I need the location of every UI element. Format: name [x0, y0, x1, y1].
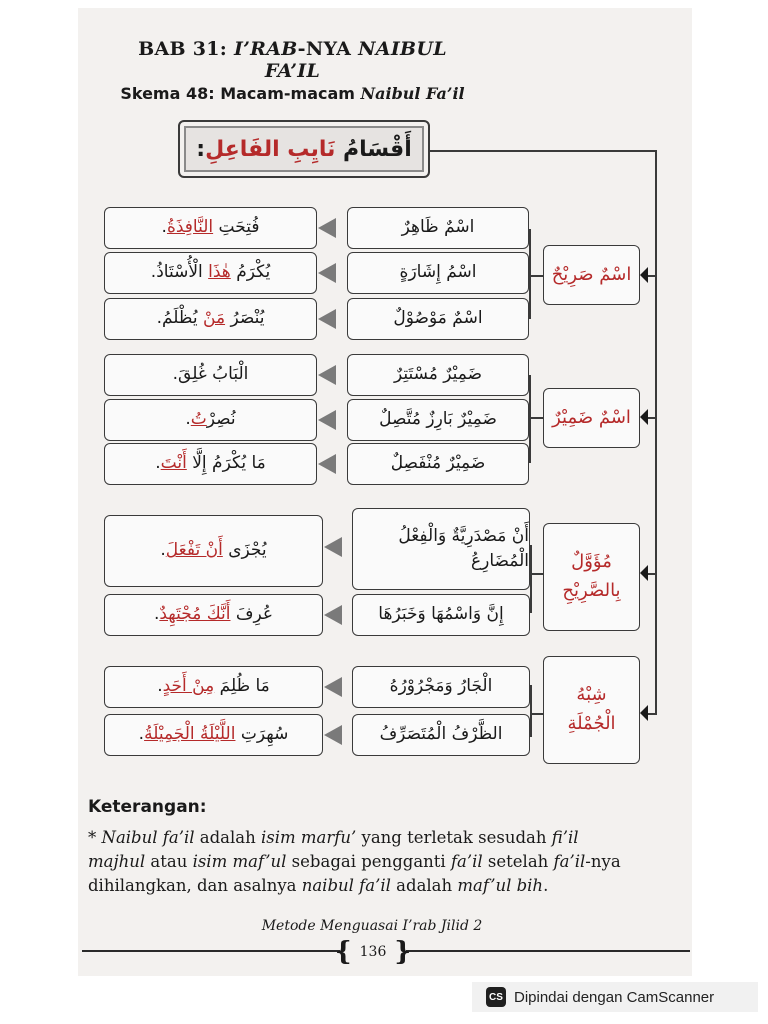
page-number-value: 136 — [359, 944, 387, 960]
example-text — [162, 214, 260, 241]
type-box — [347, 399, 529, 441]
category-label: اسْمٌ صَرِيْحٌ — [551, 263, 632, 285]
example-highlight: أَنَّكَ مُجْتَهِدٌ — [159, 604, 231, 625]
example-text — [154, 601, 273, 628]
notes-term: maf’ul bih — [457, 876, 544, 895]
notes-text: dihilangkan, dan asalnya — [88, 876, 302, 895]
footer-rule-left — [82, 950, 340, 952]
branch-arrow-icon — [640, 409, 648, 425]
scheme-title — [110, 84, 475, 103]
notes-term: fi’il — [551, 828, 579, 847]
example-highlight: هٰذَا — [208, 262, 231, 283]
notes-term: fa’il — [450, 852, 483, 871]
example-tail: . — [138, 724, 145, 745]
notes-text: yang terletak sesudah — [356, 828, 552, 847]
notes-term: majhul — [88, 852, 146, 871]
chapter-title-irab: I’RAB — [234, 38, 298, 60]
example-box — [104, 515, 323, 587]
example-text — [155, 450, 266, 477]
branch-arrow-icon — [640, 565, 648, 581]
example-plain: عُرِفَ — [235, 604, 274, 625]
category-label: اسْمٌ ضَمِيْرٌ — [552, 406, 631, 428]
chapter-title-middle: -NYA — [297, 38, 359, 60]
scheme-title-prefix: Skema 48: Macam-macam — [120, 84, 361, 103]
example-highlight: اللَّيْلَةُ الْجَمِيْلَةُ — [144, 724, 236, 745]
example-plain: نُصِرْ — [206, 409, 236, 430]
example-highlight: أَنْ تَفْعَلَ — [165, 540, 223, 561]
group-bracket — [529, 275, 543, 277]
bracket-left-icon: { — [334, 937, 352, 967]
watermark-text: Dipindai dengan CamScanner — [514, 988, 715, 1006]
example-box — [104, 443, 317, 485]
notes-text: sebagai pengganti — [286, 852, 451, 871]
arrow-left-icon — [324, 537, 342, 557]
type-box — [347, 252, 529, 294]
example-plain: الْبَابُ غُلِقَ. — [172, 364, 249, 385]
example-tail: . — [155, 453, 161, 474]
type-box — [352, 594, 530, 636]
example-plain: مَا ظُلِمَ — [219, 676, 270, 697]
chapter-title-naibul: NAIBUL FA’IL — [264, 38, 447, 82]
book-title-footer: Metode Menguasai I’rab Jilid 2 — [261, 918, 483, 934]
example-tail: . — [185, 409, 191, 430]
type-label: اسْمٌ مَوْصُوْلٌ — [393, 308, 483, 329]
type-label: أَنْ مَصْدَرِيَّةٌ وَالْفِعْلُ الْمُضَارِعُ — [398, 525, 529, 571]
page-number — [334, 937, 412, 967]
example-text — [157, 305, 265, 332]
example-tail: . — [160, 540, 166, 561]
type-box — [347, 207, 529, 249]
example-box — [104, 714, 323, 756]
category-box-isim-sharih — [543, 245, 640, 305]
notes-text: adalah — [194, 828, 261, 847]
category-box-isim-dhamir — [543, 388, 640, 448]
example-plain: سُهِرَتِ — [240, 724, 289, 745]
notes-term: isim marfu’ — [260, 828, 357, 847]
example-tail: . — [161, 217, 167, 238]
type-box — [352, 714, 530, 756]
type-label: اسْمٌ ظَاهِرٌ — [401, 217, 475, 238]
notes-term: naibul fa’il — [301, 876, 391, 895]
group-bracket — [530, 573, 543, 575]
notes-text: -nya — [585, 852, 621, 871]
group-bracket — [529, 229, 531, 319]
scheme-title-italic: Naibul Fa’il — [360, 84, 465, 103]
example-highlight: أَنْتَ — [160, 453, 187, 474]
example-highlight: مَنْ — [203, 308, 226, 329]
category-box-syibhul-jumlah — [543, 656, 640, 764]
type-label: اسْمُ إِشَارَةٍ — [399, 262, 477, 283]
type-label: الْجَارُ وَمَجْرُوْرُهُ — [389, 676, 493, 697]
example-tail: . — [157, 676, 163, 697]
example-text — [160, 537, 266, 564]
tree-branch — [648, 573, 656, 575]
example-text — [157, 673, 270, 700]
example-text — [139, 721, 289, 748]
example-highlight: مِنْ أَحَدٍ — [162, 676, 215, 697]
example-highlight: تُ — [190, 409, 207, 430]
notes-term: fa’il — [553, 852, 586, 871]
example-text — [173, 361, 249, 388]
branch-arrow-icon — [640, 705, 648, 721]
example-box — [104, 666, 323, 708]
example-plain: يُجْزَى — [228, 540, 267, 561]
example-box — [104, 594, 323, 636]
tree-trunk — [655, 150, 657, 715]
type-box — [347, 298, 529, 340]
type-label: ضَمِيْرٌ بَارِزٌ مُتَّصِلٌ — [379, 409, 497, 430]
arrow-left-icon — [318, 263, 336, 283]
branch-arrow-icon — [640, 267, 648, 283]
notes-term: isim maf’ul — [192, 852, 287, 871]
chapter-title-prefix: BAB 31: — [138, 38, 235, 60]
group-bracket — [530, 545, 532, 613]
example-box — [104, 298, 317, 340]
header-word-naibul-fail: نَايِبِ الفَاعِلِ — [205, 136, 336, 162]
example-highlight: النَّافِذَةُ — [166, 217, 214, 238]
arrow-left-icon — [318, 454, 336, 474]
type-box — [352, 666, 530, 708]
notes-bullet: * — [88, 828, 102, 847]
notes-term: Naibul fa’il — [101, 828, 195, 847]
notes-text: . — [543, 876, 549, 895]
group-bracket — [530, 685, 532, 737]
arrow-left-icon — [318, 365, 336, 385]
bracket-right-icon: } — [394, 937, 412, 967]
arrow-left-icon — [318, 410, 336, 430]
category-label-line2: الْجُمْلَةِ — [567, 713, 616, 734]
example-box — [104, 207, 317, 249]
arrow-left-icon — [318, 309, 336, 329]
tree-branch — [648, 713, 656, 715]
footer-rule-right — [406, 950, 690, 952]
category-label-line1: شِبْهُ — [576, 684, 607, 706]
header-colon: : — [196, 136, 206, 162]
example-plain: فُتِحَتِ — [218, 217, 260, 238]
arrow-left-icon — [324, 725, 342, 745]
example-text — [151, 259, 270, 286]
example-box — [104, 354, 317, 396]
type-box — [347, 354, 529, 396]
notes-text: atau — [145, 852, 193, 871]
type-label: ضَمِيْرٌ مُنْفَصِلٌ — [390, 453, 486, 474]
notes-heading: Keterangan: — [88, 797, 207, 817]
example-plain: يُنْصَرُ — [230, 308, 265, 329]
example-box — [104, 399, 317, 441]
example-text — [185, 406, 235, 433]
category-label-line1: مُؤَوَّلٌ — [571, 551, 612, 573]
example-plain: مَا يُكْرَمُ إِلَّا — [192, 453, 266, 474]
type-label: الظَّرْفُ الْمُتَصَرِّفُ — [379, 724, 503, 745]
scheme-header-box — [178, 120, 430, 178]
type-box — [347, 443, 529, 485]
example-tail: الْأُسْتَاذُ. — [150, 262, 203, 283]
notes-text: adalah — [390, 876, 458, 895]
tree-branch — [648, 417, 656, 419]
header-word-aqsam: أَقْسَامُ — [343, 136, 412, 162]
example-tail: . — [153, 604, 160, 625]
arrow-left-icon — [324, 677, 342, 697]
arrow-left-icon — [318, 218, 336, 238]
example-plain: يُكْرَمُ — [236, 262, 271, 283]
camscanner-logo-icon: CS — [486, 987, 506, 1007]
arrow-left-icon — [324, 605, 342, 625]
camscanner-watermark — [472, 982, 758, 1012]
type-label: إِنَّ وَاسْمُهَا وَخَبَرُهَا — [378, 604, 504, 625]
example-tail: يُظْلَمُ. — [156, 308, 198, 329]
chapter-title — [110, 38, 475, 82]
group-bracket — [530, 713, 543, 715]
category-box-muawwal — [543, 523, 640, 631]
notes-paragraph — [88, 826, 648, 898]
group-bracket — [529, 417, 543, 419]
group-bracket — [529, 375, 531, 463]
notes-text: setelah — [482, 852, 554, 871]
tree-connector — [430, 150, 656, 152]
type-box — [352, 508, 530, 590]
type-label: ضَمِيْرٌ مُسْتَتِرٌ — [393, 364, 483, 385]
tree-branch — [648, 275, 656, 277]
example-box — [104, 252, 317, 294]
category-label-line2: بِالصَّرِيْحِ — [562, 580, 621, 601]
